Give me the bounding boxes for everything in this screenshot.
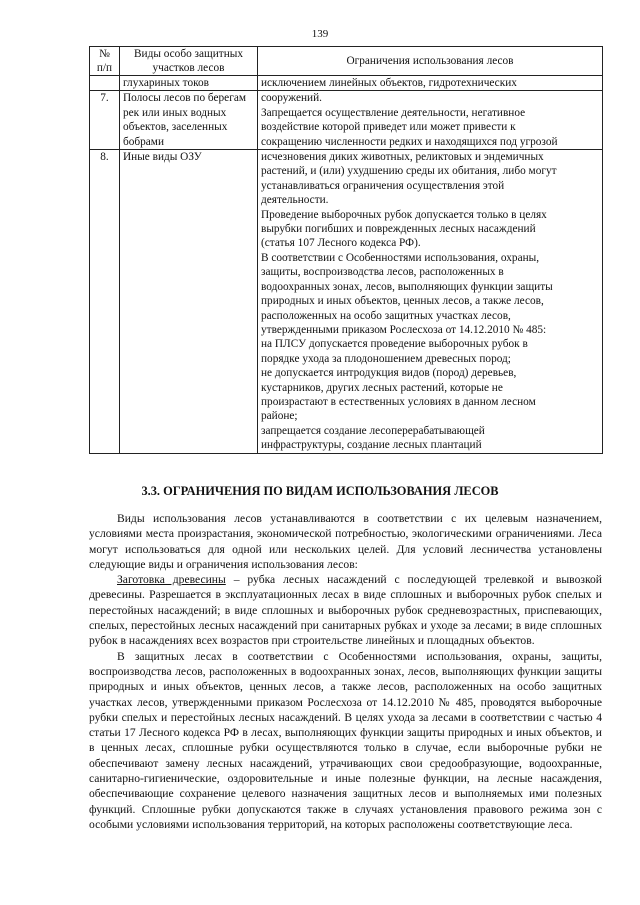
table-header-row bbox=[90, 47, 603, 76]
table-row bbox=[90, 76, 603, 91]
paragraph-timber-harvesting bbox=[89, 572, 602, 648]
header-area-type: Виды особо защитных участков лесов bbox=[120, 47, 258, 76]
header-restrictions: Ограничения использования лесов bbox=[258, 47, 603, 76]
row-restriction: исчезновения диких животных, реликтовых и эндемичных растений, и (или) ухудшению среды их обитания, либо могут устанавливаться ограничения осуществления этой деятельности. Проведение выборочных рубок допускается только в целях вырубки погибших и поврежденных лесных насаждений (статья 107 Лесного кодекса РФ). В соответствии с Особенностями использования, охраны, защиты, воспроизводства лесов, расположенных в водоохранных зонах, лесов, выполняющих функции защиты природных и иных объектов, ценных лесов, а также лесов, расположенных на особо защитных участках лесов, утвержденными приказом Рослесхоза от 14.12.2010 № 485: на ПЛСУ допускается проведение выборочных рубок в порядке ухода за плодоношением древесных пород; не допускается интродукция видов (пород) деревьев, кустарников, других лесных растений, которые не произрастают в естественных условиях в данном лесном районе; запрещается создание лесоперерабатывающей инфраструктуры, создание лесных плантаций bbox=[258, 150, 603, 454]
row-number bbox=[90, 76, 120, 91]
paragraph-protective-forests: В защитных лесах в соответствии с Особенностями использования, охраны, защиты, воспроизводства лесов, расположенных в водоохранных зонах, лесов, выполняющих функции защиты природных и иных объектов, ценных лесов, а также лесов, расположенных на особо защитных участках лесов, утвержденными приказом Рослесхоза от 14.12.2010 № 485, проводятся выборочные рубки спелых и перестойных лесных насаждений. В целях ухода за лесами в соответствии с частью 4 статьи 17 Лесного кодекса РФ в лесах, выполняющих функции защиты природных и иных объектов, и в ценных лесах, сплошные рубки осуществляются только в случае, если выборочные рубки не обеспечивают замену лесных насаждений, утрачивающих свои средообразующие, водоохранные, санитарно-гигиенические, оздоровительные и иные полезные функции, на лесные насаждения, обеспечивающие сохранение целевого назначения защитных лесов и выполняемых ими полезных функций. Сплошные рубки допускаются также в случаях установления правового режима зон с особыми условиями использования территорий, на которых расположены соответствующие леса. bbox=[89, 649, 602, 831]
paragraph-timber-harvesting-text: – рубка лесных насаждений с последующей трелевкой и вывозкой древесины. Разрешается в эксплуатационных лесах в виде сплошных и выборочных рубок спелых и перестойных насаждений; в виде сплошных и выборочных рубок средневозрастных, приспевающих, спелых, перестойных лесных насаждений при санитарных рубках и уходе за лесами; в виде сплошных рубок в насаждениях всех возрастов при строительстве линейных и площадных объектов. bbox=[89, 573, 603, 648]
term-timber-harvesting: Заготовка древесины bbox=[117, 573, 226, 587]
paragraph-intro: Виды использования лесов устанавливаются в соответствии с их целевым назначением, условиями места произрастания, экономической потребностью, экологическими ограничениями. Леса могут использоваться для одной или нескольких целей. Для условий лесничества установлены следующие виды и ограничения использования лесов: bbox=[89, 512, 602, 571]
row-number: 7. bbox=[90, 91, 120, 150]
restrictions-table bbox=[89, 46, 603, 454]
row-restriction: сооружений. Запрещается осуществление деятельности, негативное воздействие которой приведет или может привести к сокращению численности редких и находящихся под угрозой bbox=[258, 91, 603, 150]
table-row bbox=[90, 91, 603, 150]
page-number: 139 bbox=[311, 28, 329, 40]
section-title: 3.3. ОГРАНИЧЕНИЯ ПО ВИДАМ ИСПОЛЬЗОВАНИЯ ЛЕСОВ bbox=[141, 484, 499, 498]
row-number: 8. bbox=[90, 150, 120, 454]
table-row bbox=[90, 150, 603, 454]
row-area-type: Иные виды ОЗУ bbox=[120, 150, 258, 454]
row-restriction: исключением линейных объектов, гидротехнических bbox=[258, 76, 603, 91]
header-number: № п/п bbox=[90, 47, 120, 76]
row-area-type: Полосы лесов по берегам рек или иных водных объектов, заселенных бобрами bbox=[120, 91, 258, 150]
section-body bbox=[89, 511, 602, 832]
row-area-type: глухариных токов bbox=[120, 76, 258, 91]
